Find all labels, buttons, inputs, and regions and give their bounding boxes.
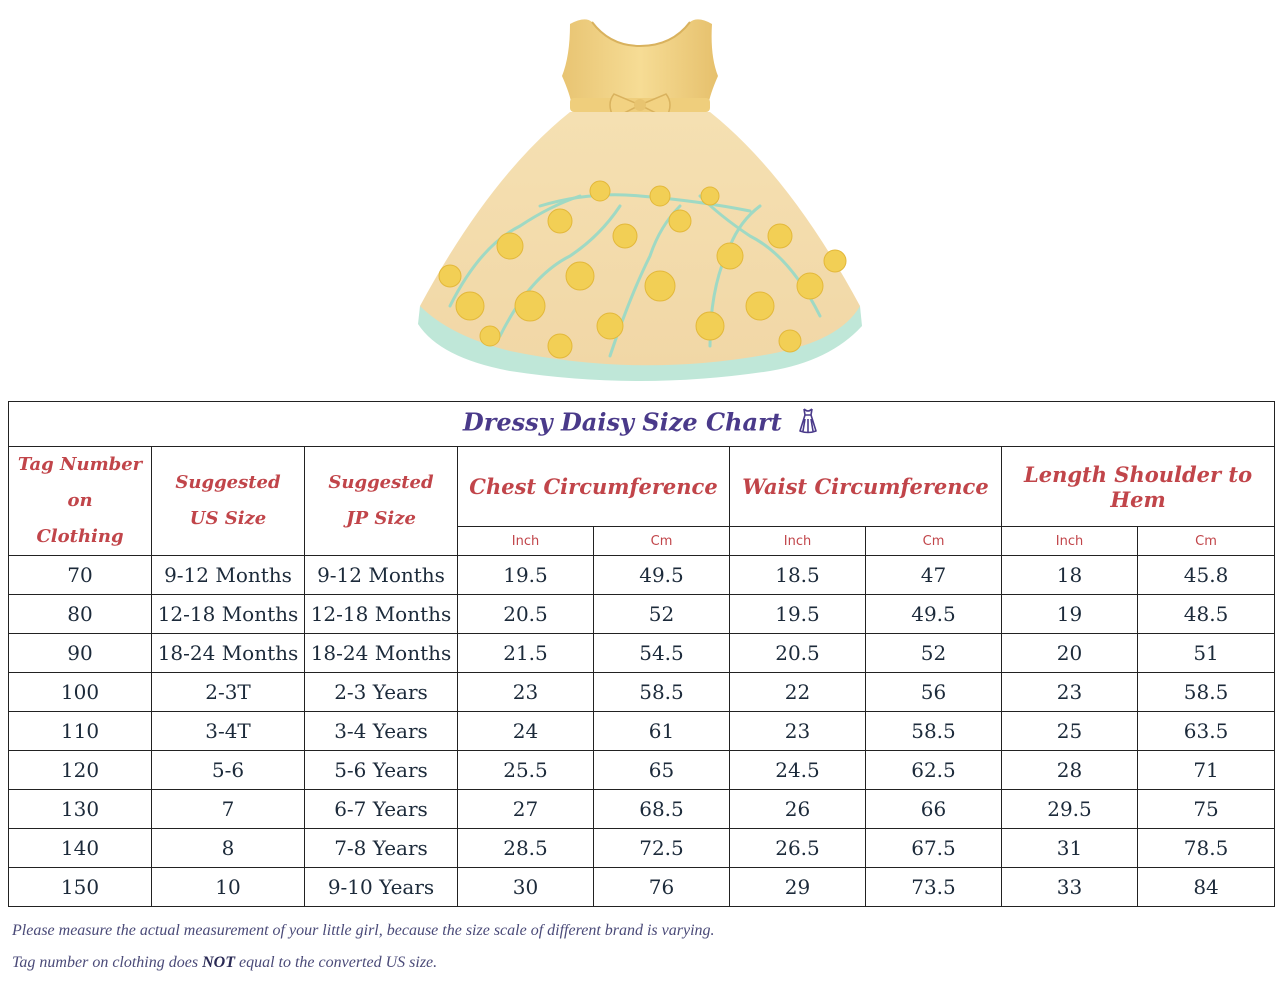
- cell-waist-cm: 67.5: [866, 829, 1002, 868]
- cell-tag-number: 90: [9, 634, 152, 673]
- cell-tag-number: 80: [9, 595, 152, 634]
- cell-waist-inch: 23: [730, 712, 866, 751]
- cell-tag-number: 150: [9, 868, 152, 907]
- cell-length-inch: 23: [1002, 673, 1138, 712]
- cell-chest-cm: 68.5: [594, 790, 730, 829]
- table-row: [9, 868, 1275, 907]
- header-length: Length Shoulder to Hem: [1002, 447, 1275, 527]
- cell-length-inch: 33: [1002, 868, 1138, 907]
- cell-waist-inch: 29: [730, 868, 866, 907]
- table-row: [9, 673, 1275, 712]
- cell-length-cm: 58.5: [1138, 673, 1275, 712]
- cell-tag-number: 110: [9, 712, 152, 751]
- cell-length-cm: 84: [1138, 868, 1275, 907]
- cell-chest-cm: 76: [594, 868, 730, 907]
- cell-chest-inch: 20.5: [458, 595, 594, 634]
- header-jp-size: [305, 447, 458, 556]
- cell-jp-size: 7-8 Years: [305, 829, 458, 868]
- cell-chest-cm: 52: [594, 595, 730, 634]
- cell-waist-cm: 56: [866, 673, 1002, 712]
- cell-us-size: 12-18 Months: [152, 595, 305, 634]
- cell-jp-size: 6-7 Years: [305, 790, 458, 829]
- chart-title-text: Dressy Daisy Size Chart: [462, 407, 782, 437]
- cell-us-size: 8: [152, 829, 305, 868]
- cell-length-inch: 31: [1002, 829, 1138, 868]
- unit-chest-cm: Cm: [594, 527, 730, 556]
- cell-chest-inch: 27: [458, 790, 594, 829]
- cell-us-size: 9-12 Months: [152, 556, 305, 595]
- cell-length-cm: 51: [1138, 634, 1275, 673]
- cell-chest-inch: 21.5: [458, 634, 594, 673]
- cell-chest-inch: 25.5: [458, 751, 594, 790]
- note-line-2-pre: Tag number on clothing does: [12, 954, 203, 971]
- cell-waist-cm: 49.5: [866, 595, 1002, 634]
- cell-chest-inch: 30: [458, 868, 594, 907]
- cell-jp-size: 9-12 Months: [305, 556, 458, 595]
- cell-tag-number: 140: [9, 829, 152, 868]
- unit-length-inch: Inch: [1002, 527, 1138, 556]
- table-row: [9, 556, 1275, 595]
- cell-jp-size: 9-10 Years: [305, 868, 458, 907]
- cell-tag-number: 120: [9, 751, 152, 790]
- note-line-2: [12, 947, 1272, 979]
- unit-length-cm: Cm: [1138, 527, 1275, 556]
- cell-waist-cm: 52: [866, 634, 1002, 673]
- cell-us-size: 7: [152, 790, 305, 829]
- unit-waist-cm: Cm: [866, 527, 1002, 556]
- header-us-size: [152, 447, 305, 556]
- cell-tag-number: 100: [9, 673, 152, 712]
- cell-waist-cm: 66: [866, 790, 1002, 829]
- cell-chest-inch: 28.5: [458, 829, 594, 868]
- cell-us-size: 2-3T: [152, 673, 305, 712]
- unit-chest-inch: Inch: [458, 527, 594, 556]
- cell-length-inch: 19: [1002, 595, 1138, 634]
- header-tag-number: [9, 447, 152, 556]
- note-line-1: Please measure the actual measurement of your little girl, because the size scale of different brand is varying.: [12, 922, 715, 939]
- header-tag-line1: Tag Number on: [17, 454, 143, 511]
- cell-us-size: 5-6: [152, 751, 305, 790]
- cell-waist-inch: 19.5: [730, 595, 866, 634]
- table-row: [9, 790, 1275, 829]
- header-us-line2: US Size: [189, 508, 267, 529]
- cell-length-cm: 71: [1138, 751, 1275, 790]
- cell-chest-cm: 65: [594, 751, 730, 790]
- cell-length-inch: 29.5: [1002, 790, 1138, 829]
- size-chart-body: [9, 556, 1275, 907]
- header-jp-line2: JP Size: [346, 508, 416, 529]
- table-row: [9, 829, 1275, 868]
- cell-chest-cm: 61: [594, 712, 730, 751]
- cell-jp-size: 12-18 Months: [305, 595, 458, 634]
- cell-jp-size: 3-4 Years: [305, 712, 458, 751]
- cell-tag-number: 130: [9, 790, 152, 829]
- dress-product-image: [410, 6, 870, 386]
- table-row: [9, 634, 1275, 673]
- cell-length-cm: 78.5: [1138, 829, 1275, 868]
- cell-waist-cm: 58.5: [866, 712, 1002, 751]
- dress-illustration: [410, 6, 870, 386]
- cell-chest-cm: 49.5: [594, 556, 730, 595]
- cell-waist-inch: 20.5: [730, 634, 866, 673]
- cell-length-inch: 20: [1002, 634, 1138, 673]
- cell-waist-cm: 73.5: [866, 868, 1002, 907]
- header-us-line1: Suggested: [175, 472, 281, 493]
- cell-waist-inch: 26.5: [730, 829, 866, 868]
- cell-waist-cm: 62.5: [866, 751, 1002, 790]
- chart-title: [9, 402, 1275, 447]
- note-line-2-post: equal to the converted US size.: [234, 954, 438, 971]
- cell-chest-inch: 19.5: [458, 556, 594, 595]
- table-row: [9, 751, 1275, 790]
- cell-us-size: 10: [152, 868, 305, 907]
- cell-length-cm: 45.8: [1138, 556, 1275, 595]
- unit-waist-inch: Inch: [730, 527, 866, 556]
- cell-length-inch: 25: [1002, 712, 1138, 751]
- cell-jp-size: 5-6 Years: [305, 751, 458, 790]
- cell-chest-cm: 54.5: [594, 634, 730, 673]
- cell-waist-inch: 26: [730, 790, 866, 829]
- cell-chest-cm: 72.5: [594, 829, 730, 868]
- cell-us-size: 3-4T: [152, 712, 305, 751]
- header-chest: Chest Circumference: [458, 447, 730, 527]
- cell-length-inch: 18: [1002, 556, 1138, 595]
- cell-waist-cm: 47: [866, 556, 1002, 595]
- cell-length-cm: 75: [1138, 790, 1275, 829]
- header-tag-line2: Clothing: [36, 526, 124, 547]
- table-row: [9, 712, 1275, 751]
- cell-jp-size: 18-24 Months: [305, 634, 458, 673]
- header-waist: Waist Circumference: [730, 447, 1002, 527]
- cell-length-cm: 63.5: [1138, 712, 1275, 751]
- table-row: [9, 595, 1275, 634]
- cell-chest-inch: 23: [458, 673, 594, 712]
- measurement-notes: [12, 915, 1272, 979]
- cell-length-inch: 28: [1002, 751, 1138, 790]
- cell-chest-inch: 24: [458, 712, 594, 751]
- header-jp-line1: Suggested: [328, 472, 434, 493]
- cell-jp-size: 2-3 Years: [305, 673, 458, 712]
- cell-us-size: 18-24 Months: [152, 634, 305, 673]
- cell-waist-inch: 24.5: [730, 751, 866, 790]
- note-line-2-bold: NOT: [202, 954, 235, 971]
- cell-chest-cm: 58.5: [594, 673, 730, 712]
- size-chart-table: [8, 401, 1275, 907]
- cell-length-cm: 48.5: [1138, 595, 1275, 634]
- cell-tag-number: 70: [9, 556, 152, 595]
- cell-waist-inch: 22: [730, 673, 866, 712]
- dress-icon: [796, 407, 820, 441]
- cell-waist-inch: 18.5: [730, 556, 866, 595]
